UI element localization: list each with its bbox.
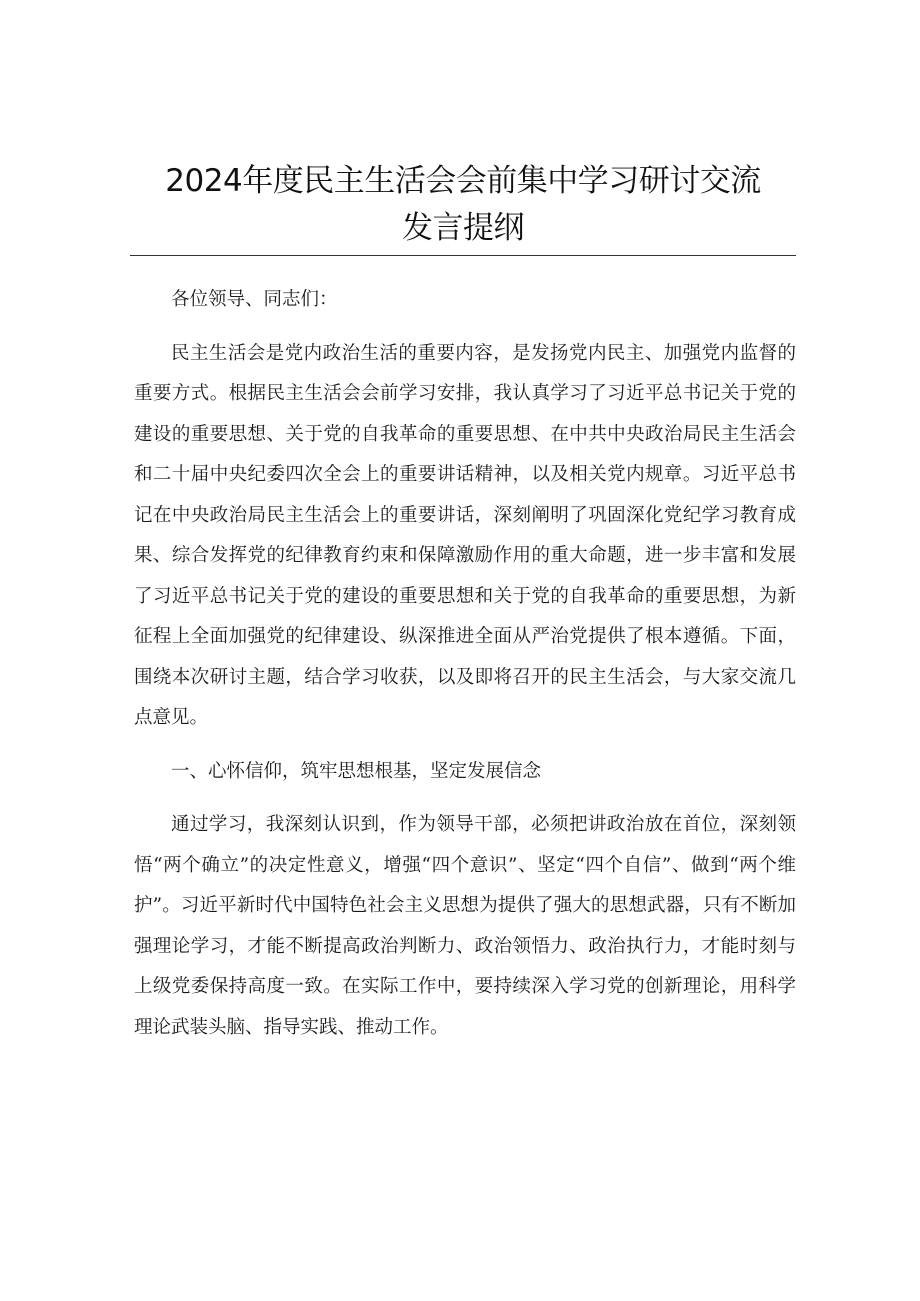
salutation: 各位领导、同志们： bbox=[171, 289, 338, 310]
document-body bbox=[134, 280, 796, 1061]
title-line-2: 发言提纲 bbox=[402, 210, 524, 246]
section-heading-1: 一、心怀信仰，筑牢思想根基，坚定发展信念 bbox=[171, 760, 542, 782]
title-divider bbox=[130, 255, 796, 256]
paragraph-section-1: 通过学习，我深刻认识到，作为领导干部，必须把讲政治放在首位，深刻领悟“两个确立”的决定性意义，增强“四个意识”、坚定“四个自信”、做到“两个维护”。习近平新时代中国特色社会主义思想为提供了强大的思想武器，只有不断加强理论学习，才能不断提高政治判断力、政治领悟力、政治执行力，才能时刻与上级党委保持高度一致。在实际工作中，要持续深入学习党的创新理论，用科学理论武装头脑、指导实践、推动工作。 bbox=[134, 814, 796, 1038]
title-line-1: 2024年度民主生活会会前集中学习研讨交流 bbox=[165, 163, 761, 199]
document-title bbox=[130, 158, 796, 252]
paragraph-intro: 民主生活会是党内政治生活的重要内容，是发扬党内民主、加强党内监督的重要方式。根据民主生活会会前学习安排，我认真学习了习近平总书记关于党的建设的重要思想、关于党的自我革命的重要思想、在中共中央政治局民主生活会和二十届中央纪委四次全会上的重要讲话精神，以及相关党内规章。习近平总书记在中央政治局民主生活会上的重要讲话，深刻阐明了巩固深化党纪学习教育成果、综合发挥党的纪律教育约束和保障激励作用的重大命题，进一步丰富和发展了习近平总书记关于党的建设的重要思想和关于党的自我革命的重要思想，为新征程上全面加强党的纪律建设、纵深推进全面从严治党提供了根本遵循。下面，围绕本次研讨主题，结合学习收获，以及即将召开的民主生活会，与大家交流几点意见。 bbox=[134, 342, 796, 728]
